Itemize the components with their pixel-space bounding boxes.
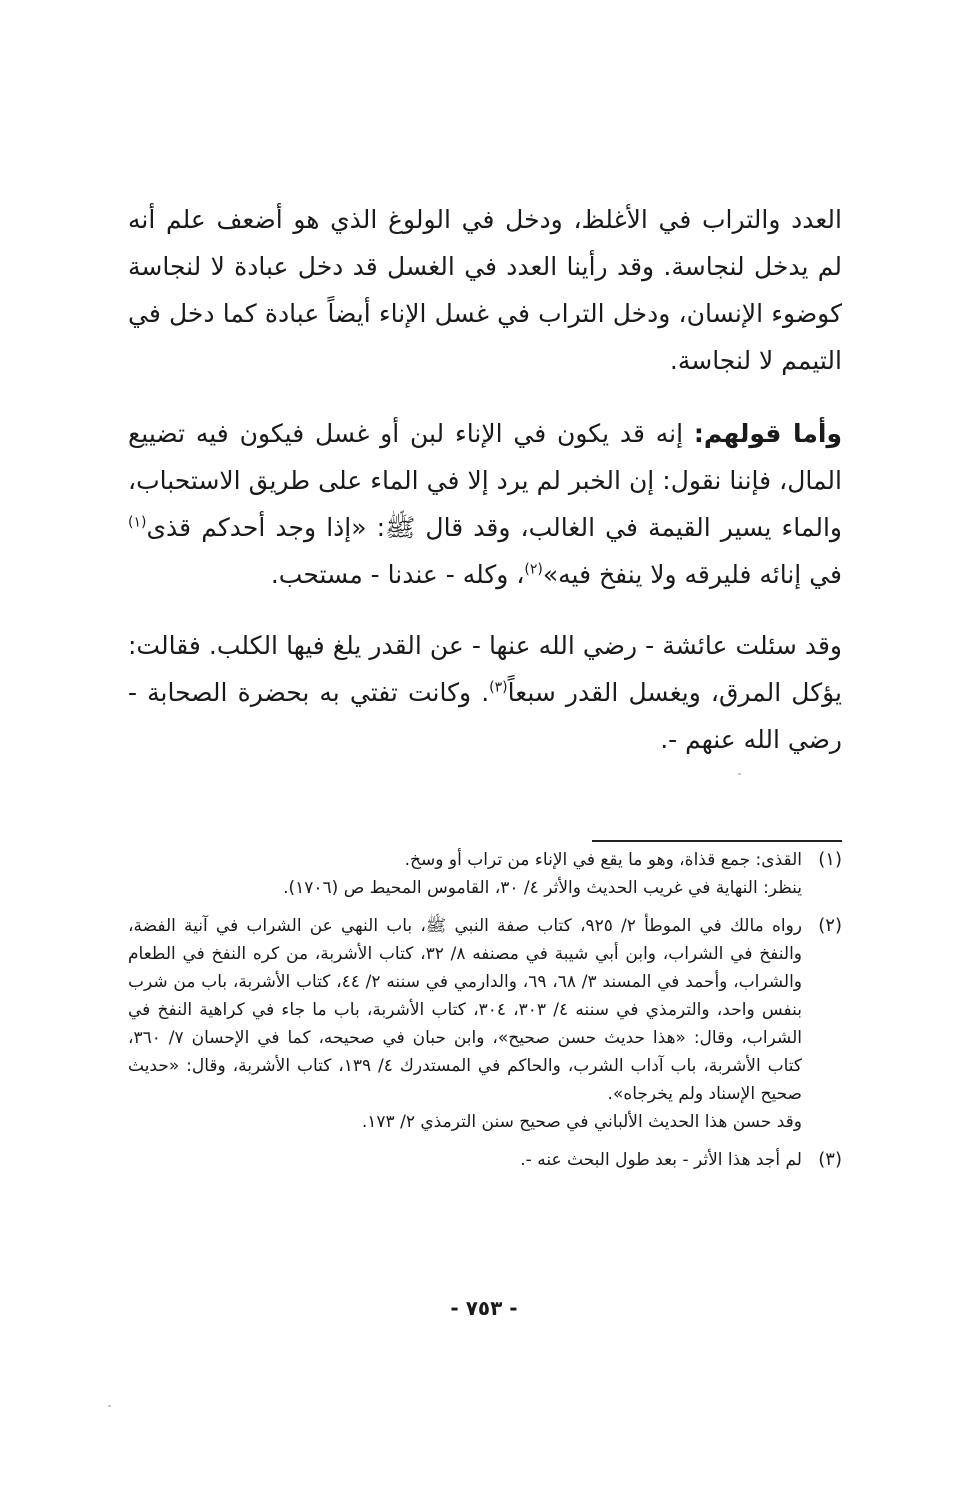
paragraph-2-text-b: في إنائه فليرقه ولا ينفخ فيه» bbox=[542, 560, 842, 589]
footnote-3 bbox=[128, 1146, 842, 1174]
footnote-line: ينظر: النهاية في غريب الحديث والأثر ٤/ ٣٠، القاموس المحيط ص (١٧٠٦). bbox=[283, 878, 802, 898]
footnotes bbox=[128, 846, 842, 1184]
footnote-ref-3[interactable]: (٣) bbox=[489, 679, 508, 696]
paragraph-3-text-b: . وكانت تفتي به بحضرة الصحابة - رضي الله عنهم -. bbox=[128, 678, 842, 754]
page-number: - ٧٥٣ - bbox=[450, 1296, 518, 1320]
footnote-number: (١) bbox=[818, 849, 842, 870]
scan-speck bbox=[738, 773, 741, 775]
paragraph-1: العدد والتراب في الأغلظ، ودخل في الولوغ الذي هو أضعف علم أنه لم يدخل لنجاسة. وقد رأينا العدد في الغسل قد دخل عبادة لا لنجاسة كوضوء الإنسان، ودخل التراب في غسل الإناء أيضاً عبادة كما دخل في التيمم لا لنجاسة. bbox=[128, 205, 842, 375]
paragraph-3-text-a: وقد سئلت عائشة - رضي الله عنها - عن القدر يلغ فيها الكلب. فقالت: يؤكل المرق، ويغسل القدر سبعاً bbox=[128, 631, 843, 707]
footnote-ref-2[interactable]: (٢) bbox=[524, 561, 543, 578]
footnote-body bbox=[128, 912, 802, 1136]
paragraph-2-text-c: ، وكله - عندنا - مستحب. bbox=[270, 560, 525, 589]
paragraph-2-text-a: إنه قد يكون في الإناء لبن أو غسل فيكون فيه تضييع المال، فإننا نقول: إن الخبر لم يرد إلا في الماء على طريق الاستحباب، والماء يسير القيمة في الغالب، وقد قال ﷺ: «إذا وجد أحدكم قذى bbox=[128, 419, 842, 542]
footnote-line: القذى: جمع قذاة، وهو ما يقع في الإناء من تراب أو وسخ. bbox=[404, 850, 802, 870]
paragraph-2-lead: وأما قولهم: bbox=[693, 419, 842, 448]
footnote-number: (٢) bbox=[818, 915, 842, 936]
footnote-text: لم أجد هذا الأثر - بعد طول البحث عنه -. bbox=[520, 1150, 802, 1170]
main-text bbox=[128, 196, 842, 787]
footnote-body bbox=[128, 1146, 802, 1174]
footnote-separator bbox=[592, 840, 842, 842]
footnote-text: رواه مالك في الموطأ ٢/ ٩٢٥، كتاب صفة النبي ﷺ، باب النهي عن الشراب في آنية الفضة، والنفخ في الشراب، وابن أبي شيبة في مصنفه ٨/ ٣٢، كتاب الأشربة، من كره النفخ في الطعام والشراب، وأحمد في المسند ٣/ ٦٨، ٦٩، والدارمي في سننه ٢/ ٤٤، كتاب الأشربة، باب من شرب بنفس واحد، والترمذي في سننه ٤/ ٣٠٣، ٣٠٤، كتاب الأشربة، باب ما جاء في كراهية النفخ في الشراب، وقال: «هذا حديث حسن صحيح»، وابن حبان في صحيحه، كما في الإحسان ٧/ ٣٦٠، كتاب الأشربة، باب آداب الشرب، والحاكم في المستدرك ٤/ ١٣٩، كتاب الأشربة، وقال: «حديث صحيح الإسناد ولم يخرجاه». bbox=[128, 916, 803, 1104]
footnote-body bbox=[128, 846, 802, 902]
scan-speck bbox=[108, 1405, 111, 1407]
footnote-ref-1[interactable]: (١) bbox=[128, 514, 147, 531]
footnote-1 bbox=[128, 846, 842, 902]
paragraph-3 bbox=[128, 622, 842, 763]
footnote-2 bbox=[128, 912, 842, 1136]
paragraph-2 bbox=[128, 410, 842, 598]
footnote-number: (٣) bbox=[818, 1149, 842, 1170]
footnote-extra: وقد حسن هذا الحديث الألباني في صحيح سنن الترمذي ٢/ ١٧٣. bbox=[361, 1112, 802, 1132]
